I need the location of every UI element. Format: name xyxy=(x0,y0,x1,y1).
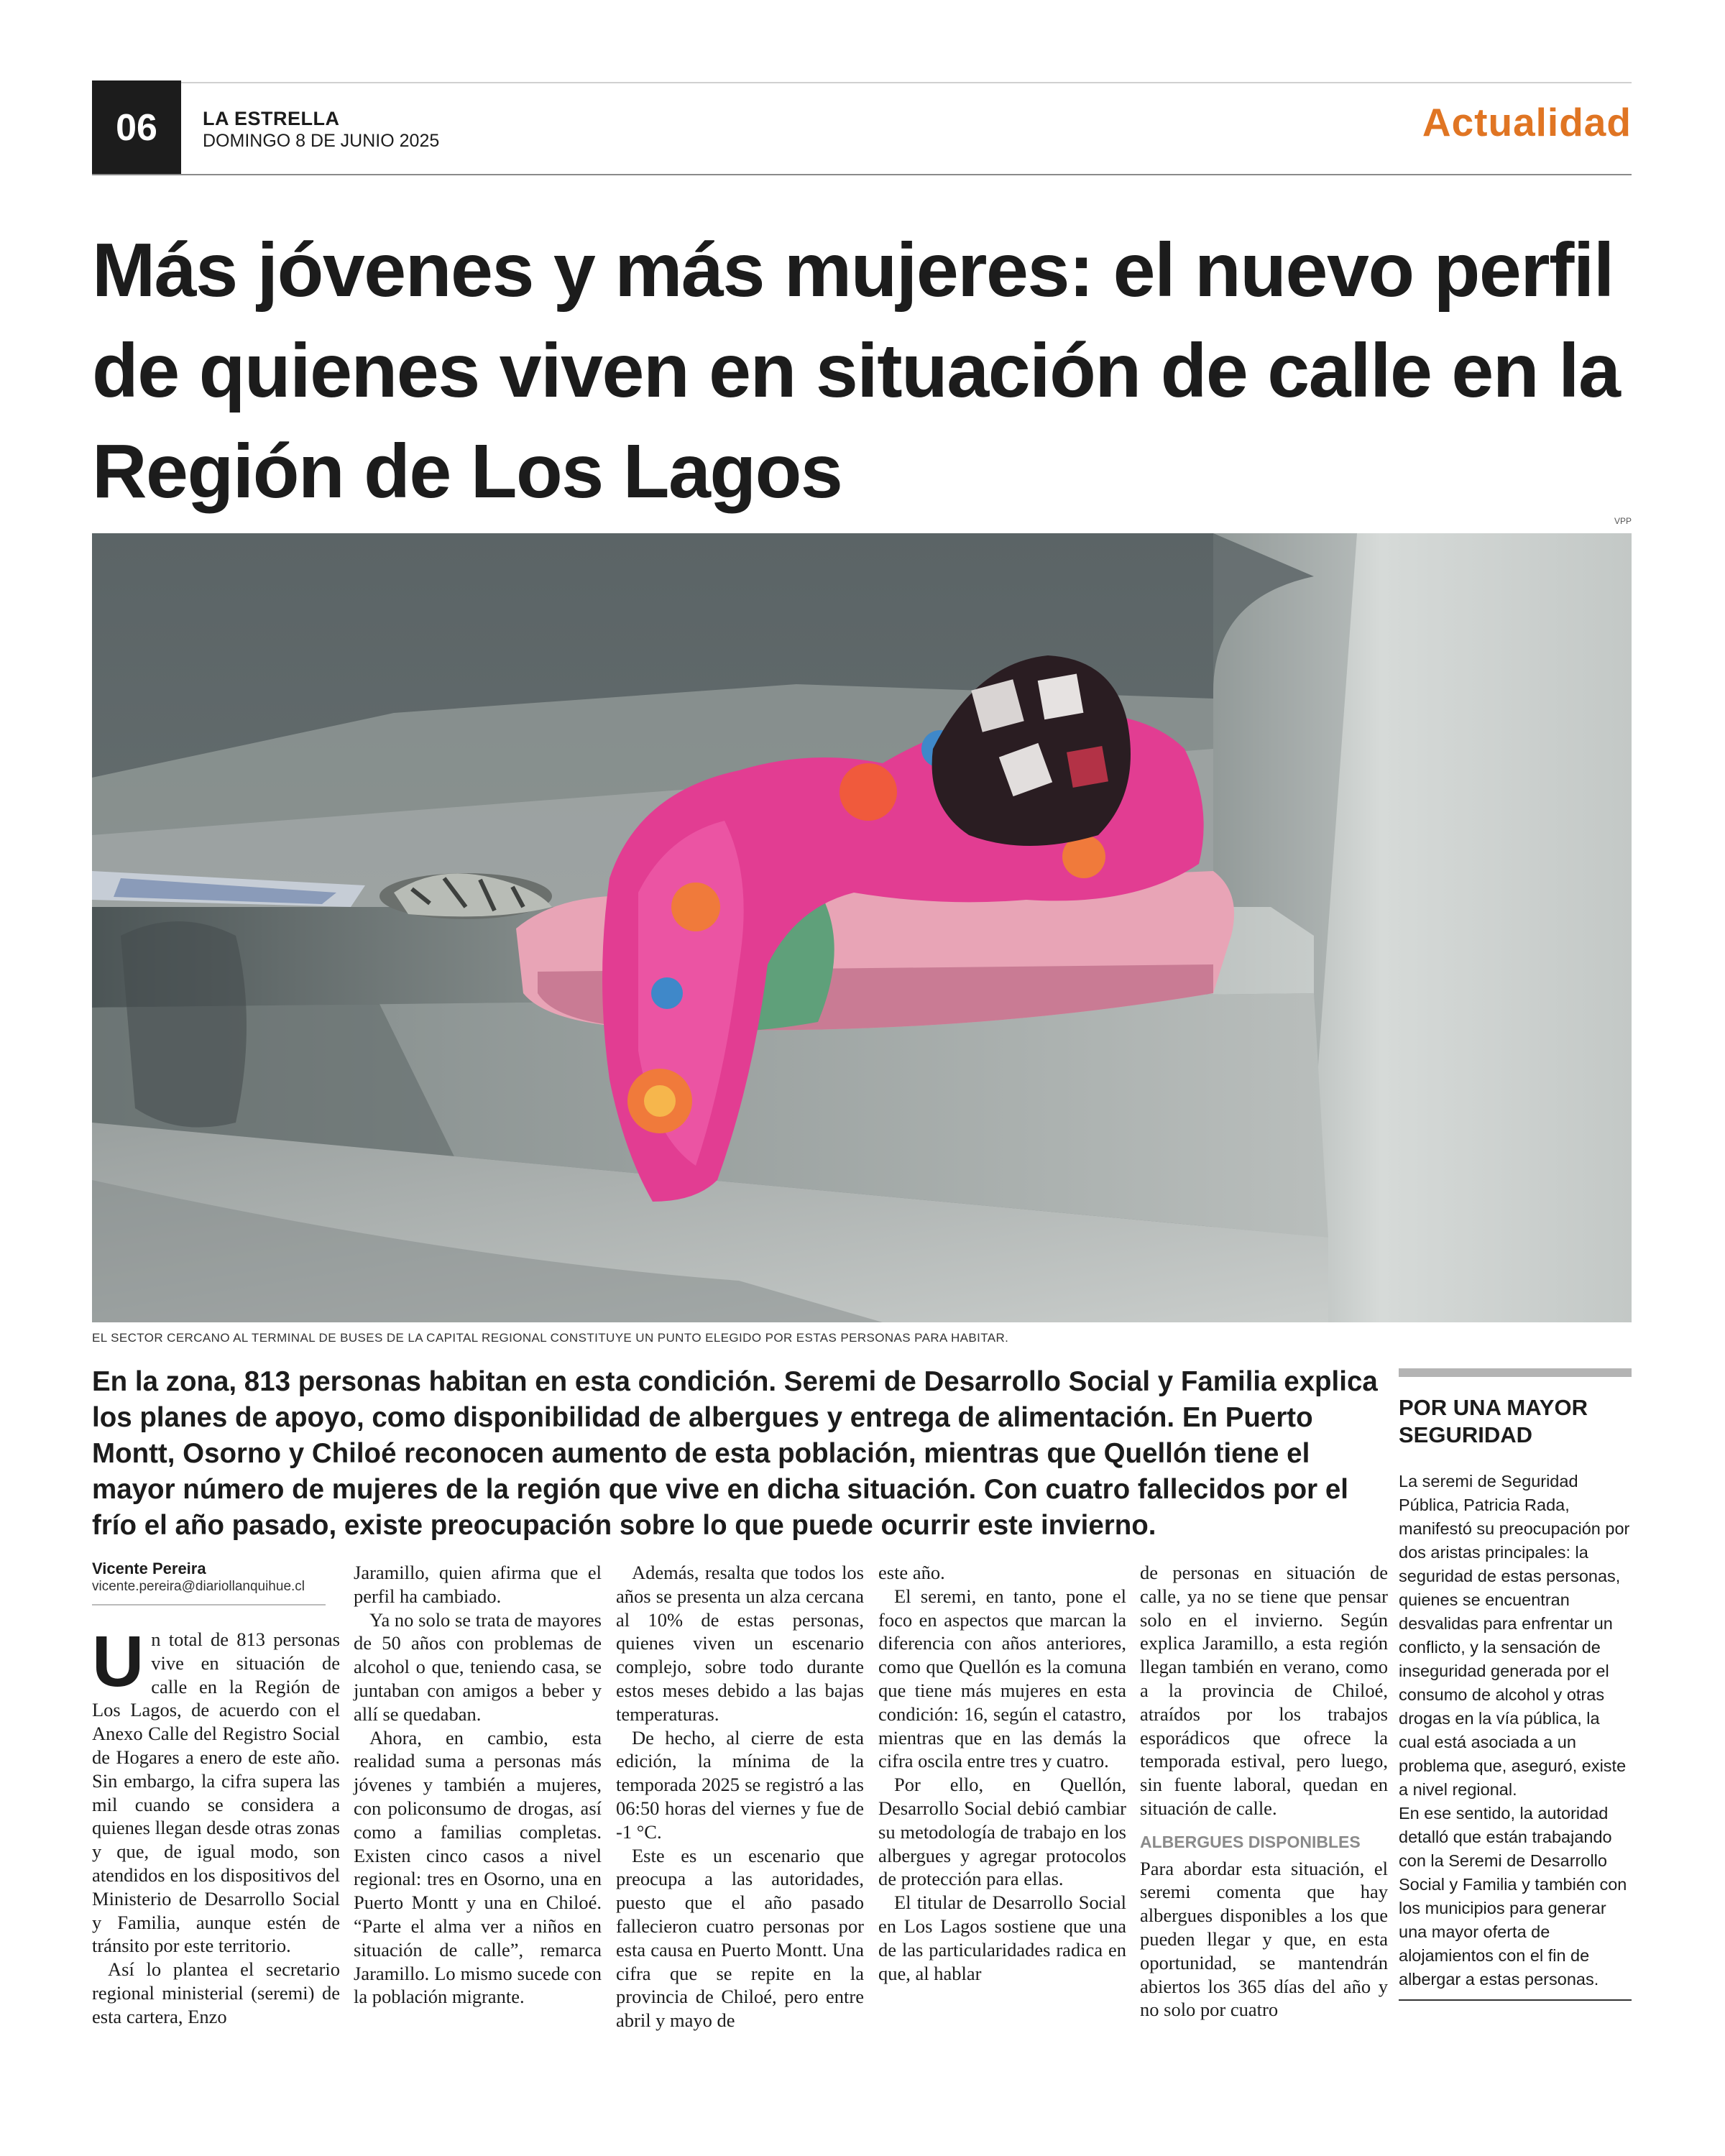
drop-cap: U xyxy=(92,1621,144,1702)
section-label: Actualidad xyxy=(1422,100,1632,144)
body-paragraph: Ahora, en cambio, esta realidad suma a personas más jóvenes y también a mujeres, con policonsumo de drogas, así como a familias completas. Existen cinco casos a nivel regional: tres en Osorno, una en Puerto Montt y una en Chiloé. “Parte el alma ver a niños en situación de calle”, remarca Jaramillo. Lo mismo sucede con la población migrante. xyxy=(354,1726,602,2008)
body-column-2 xyxy=(354,1561,602,2009)
sidebar-paragraph: La seremi de Seguridad Pública, Patricia Rada, manifestó su preocupación por dos aristas principales: la seguridad de estas personas, quienes se encuentran desvalidas para enfrentar un conflicto, y la sensación de inseguridad generada por el consumo de alcohol y otras drogas en la vía pública, la cual está asociada a un problema que, aseguró, existe a nivel regional. xyxy=(1399,1472,1630,1799)
body-paragraph: Para abordar esta situación, el seremi comenta que hay albergues disponibles a los que pueden llegar y que, en esta oportunidad, se mantendrán abiertos los 365 días del año y no solo por cuatro xyxy=(1140,1857,1388,2021)
sidebar-paragraph: En ese sentido, la autoridad detalló que están trabajando con la Seremi de Desarrollo Social y Familia y también con los municipios para generar una mayor oferta de alojamientos con el fin de albergar a estas personas. xyxy=(1399,1804,1627,1989)
body-paragraph: Por ello, en Quellón, Desarrollo Social debió cambiar su metodología de trabajo en los albergues y agregar protocolos de protección para ellas. xyxy=(878,1774,1126,1890)
subheading-albergues: ALBERGUES DISPONIBLES xyxy=(1140,1832,1361,1851)
body-paragraph: De hecho, al cierre de esta edición, la mínima de la temporada 2025 se registró a las 06:50 horas del viernes y fue de -1 °C. xyxy=(616,1726,864,1843)
body-paragraph: Este es un escenario que preocupa a las autoridades, puesto que el año pasado fallecieron cuatro personas por esta causa en Puerto Montt. Una cifra que se repite en la provincia de Chiloé, pero entre abril y mayo de xyxy=(616,1844,864,2032)
article-photo xyxy=(92,533,1632,1322)
headline: Más jóvenes y más mujeres: el nuevo perfil de quienes viven en situación de calle en la Región de Los Lagos xyxy=(92,228,1620,514)
sidebar-title: POR UNA MAYOR SEGURIDAD xyxy=(1399,1395,1588,1447)
body-paragraph: Además, resalta que todos los años se presenta un alza cercana al 10% de estas personas, quienes viven un escenario complejo, sobre todo durante estos meses debido a las bajas temperaturas. xyxy=(616,1562,864,1725)
body-paragraph: Ya no solo se trata de mayores de 50 años con problemas de alcohol o que, teniendo casa, se juntaban con amigos a beber y allí se quedaban. xyxy=(354,1608,602,1725)
article-lead: En la zona, 813 personas habitan en esta condición. Seremi de Desarrollo Social y Familia explica los planes de apoyo, como disponibilidad de albergues y entrega de alimentación. En Puerto Montt, Osorno y Chiloé reconocen aumento de esta población, mientras que Quellón tiene el mayor número de mujeres de la región que vive en dicha situación. Con cuatro fallecidos por el frío el año pasado, existe preocupación sobre lo que puede ocurrir este invierno. xyxy=(92,1366,1378,1541)
byline-rule xyxy=(92,1604,326,1606)
body-paragraph: de personas en situación de calle, ya no se tiene que pensar solo en el invierno. Según explica Jaramillo, a esta región llegan también en verano, como a la provincia de Chiloé, atraídos por los trabajos esporádicos que ofrece la temporada estival, pero luego, sin fuente laboral, quedan en situación de calle. xyxy=(1140,1562,1388,1819)
photo-credit: VPP xyxy=(1614,516,1632,526)
body-paragraph: este año. xyxy=(878,1562,945,1583)
header-bottom-rule xyxy=(92,174,1632,175)
photo-caption: EL SECTOR CERCANO AL TERMINAL DE BUSES DE LA CAPITAL REGIONAL CONSTITUYE UN PUNTO ELEGIDO POR ESTAS PERSONAS PARA HABITAR. xyxy=(92,1331,1009,1345)
byline-author: Vicente Pereira xyxy=(92,1560,206,1577)
sidebar-top-bar xyxy=(1399,1368,1632,1377)
body-column-3 xyxy=(616,1561,864,2032)
newspaper-name: LA ESTRELLA xyxy=(203,108,340,129)
sidebar-end-rule xyxy=(1399,1999,1632,2001)
sidebar-body xyxy=(1399,1470,1632,1991)
body-column-5 xyxy=(1140,1561,1388,2022)
body-paragraph: El titular de Desarrollo Social en Los Lagos sostiene que una de las particularidades radica en que, al hablar xyxy=(878,1892,1126,1984)
body-paragraph: El seremi, en tanto, pone el foco en aspectos que marcan la diferencia con años anteriores, como que Quellón es la comuna que tiene más mujeres en esta condición: 16, según el catastro, mientras que en las demás la cifra oscila entre tres y cuatro. xyxy=(878,1585,1126,1772)
page-number: 06 xyxy=(92,80,181,175)
body-paragraph: Así lo plantea el secretario regional ministerial (seremi) de esta cartera, Enzo xyxy=(92,1958,340,2027)
body-column-1 xyxy=(92,1621,340,2029)
byline-email: vicente.pereira@diariollanquihue.cl xyxy=(92,1579,305,1594)
header-top-rule xyxy=(92,82,1632,83)
edition-date: DOMINGO 8 DE JUNIO 2025 xyxy=(203,131,440,151)
body-column-4 xyxy=(878,1561,1126,1985)
body-paragraph: Jaramillo, quien afirma que el perfil ha cambiado. xyxy=(354,1562,602,1607)
body-paragraph: Un total de 813 personas vive en situación de calle en la Región de Los Lagos, de acuerdo con el Anexo Calle del Registro Social de Hogares a enero de este año. Sin embargo, la cifra supera las mil cuando se considera a quienes llegan desde otras zonas y que, de igual modo, son atendidos en los dispositivos del Ministerio de Desarrollo Social y Familia, aunque estén de tránsito por este territorio. xyxy=(92,1621,340,1957)
